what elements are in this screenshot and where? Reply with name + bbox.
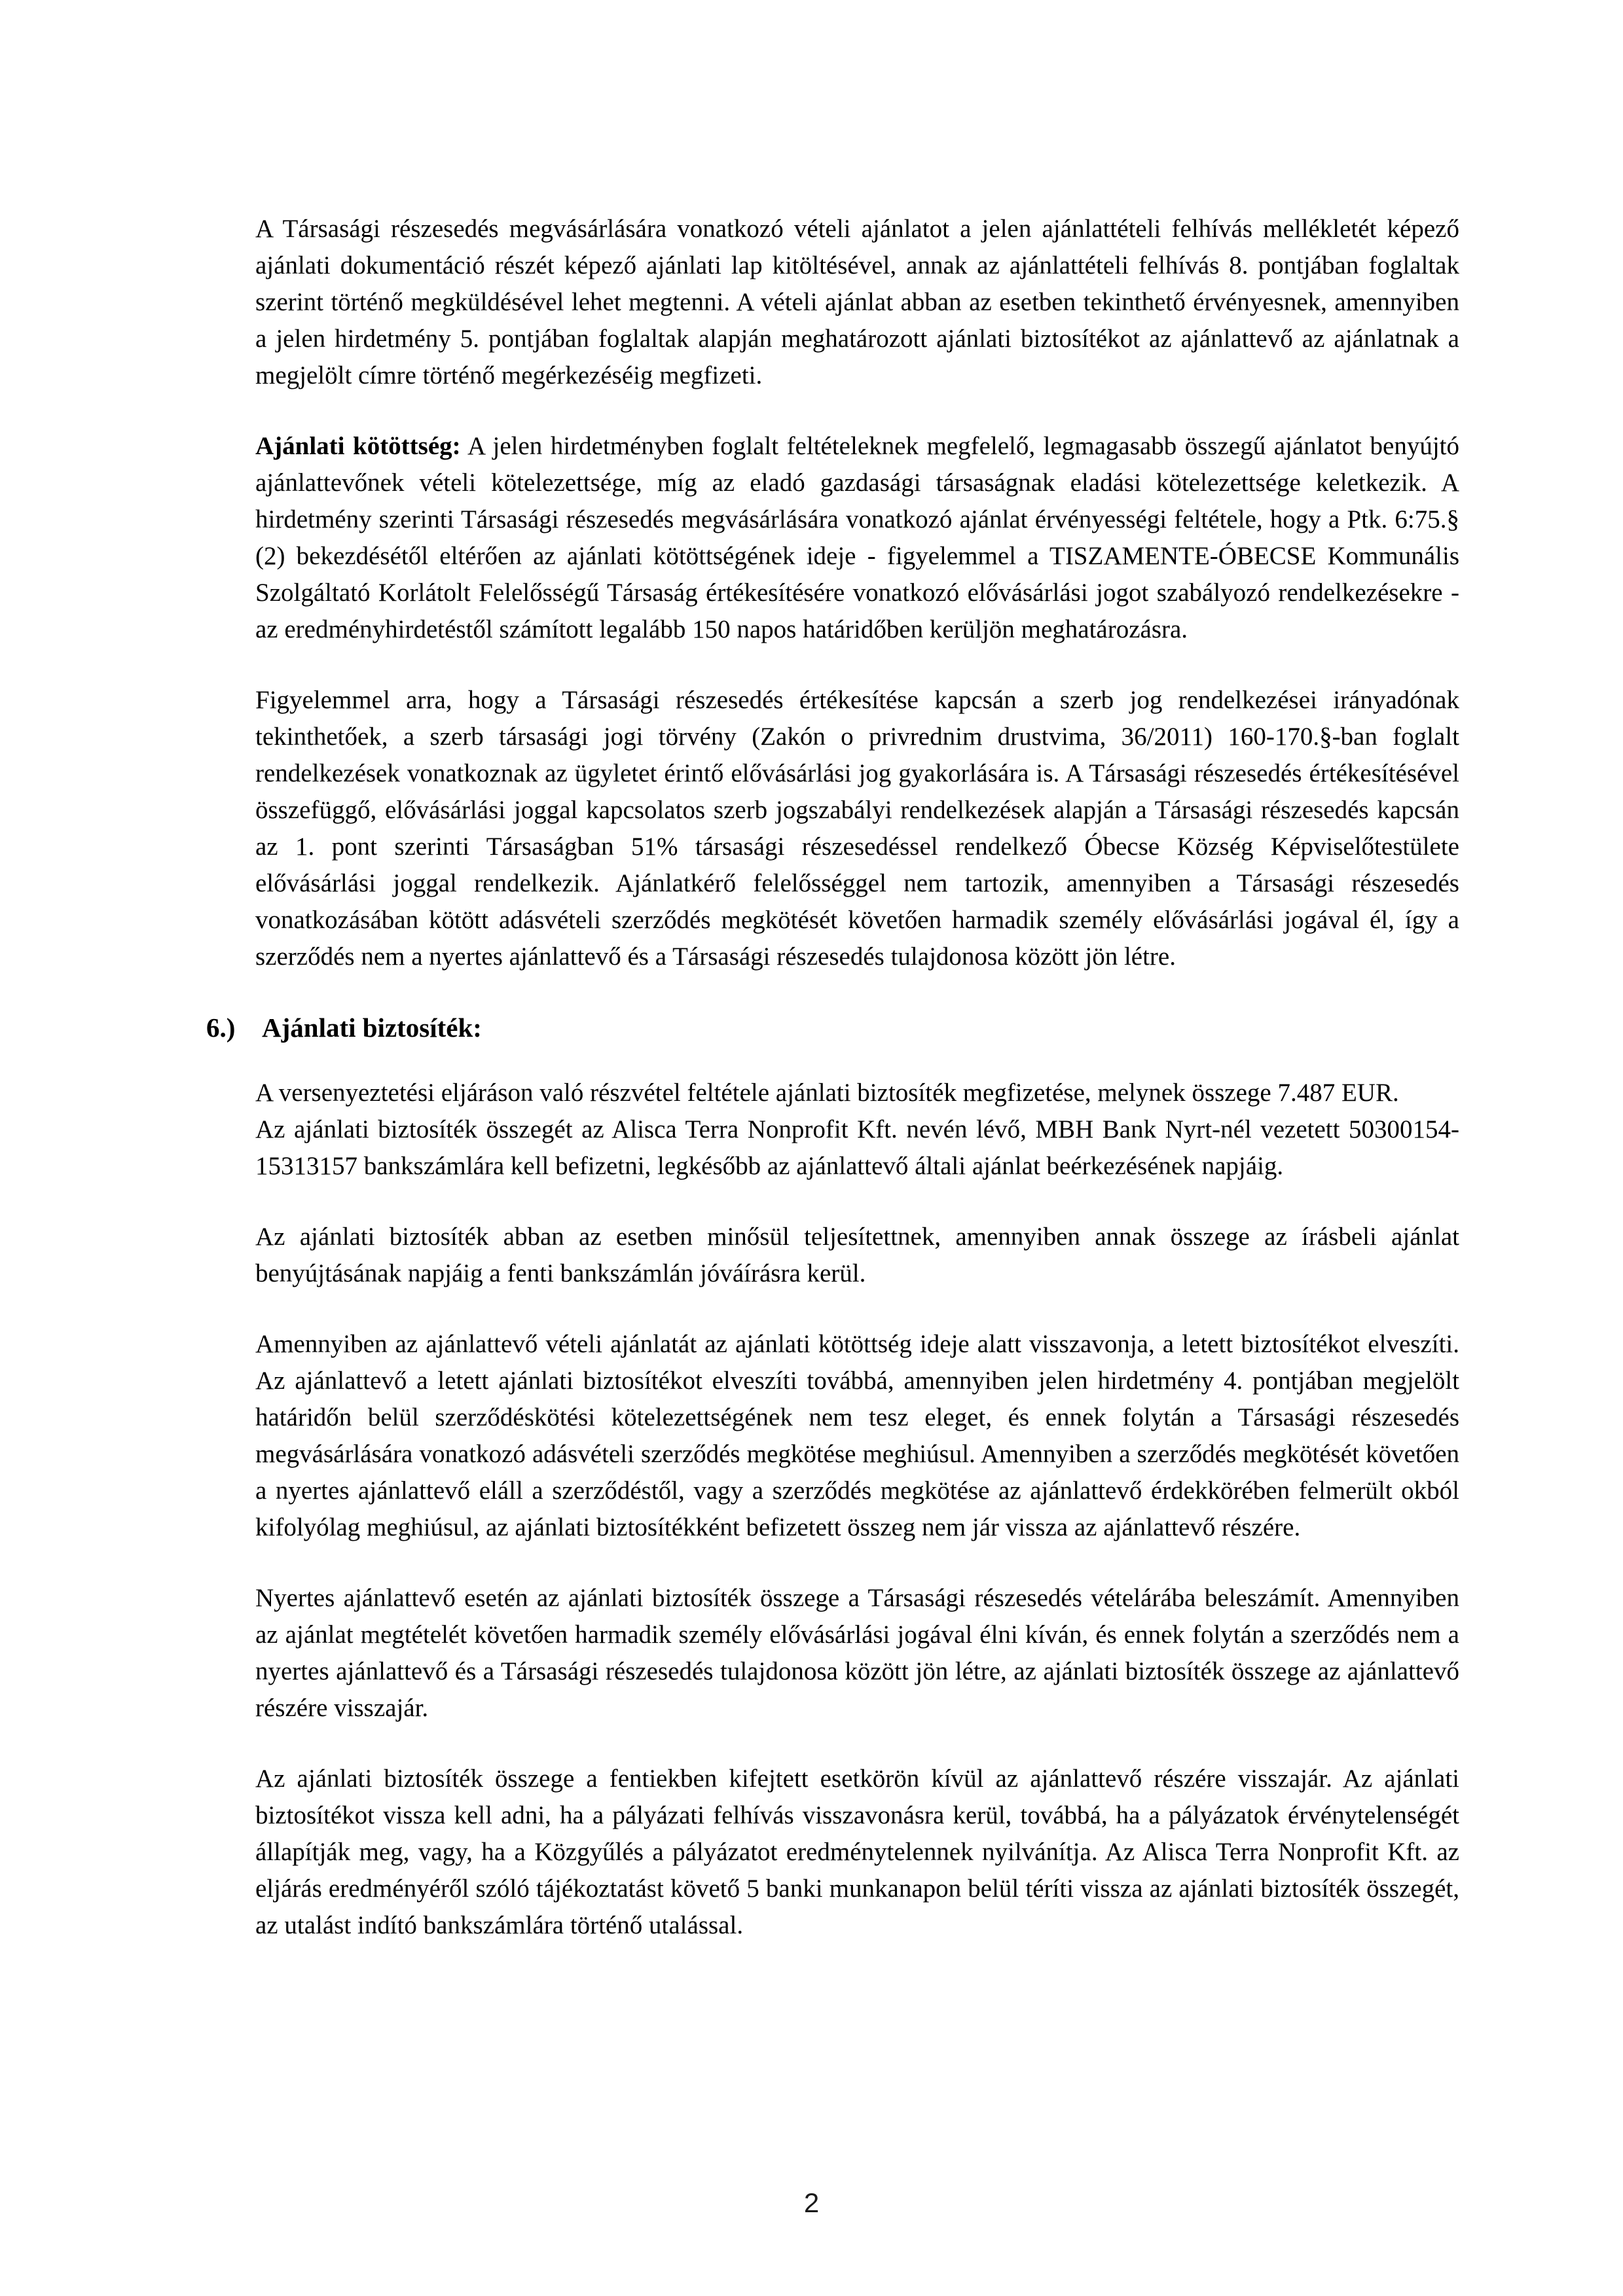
- paragraph-deposit-amount: A versenyeztetési eljáráson való részvétel feltétele ajánlati biztosíték megfizetése, melynek összege 7.487 EUR.: [255, 1079, 1399, 1107]
- paragraph-serbian-law: Figyelemmel arra, hogy a Társasági részesedés értékesítése kapcsán a szerb jog rendelkezései irányadónak tekinthetőek, a szerb társasági jogi törvény (Zakón o privrednim drustvima, 36/2011) 160-170.§-ban foglalt rendelkezések vonatkoznak az ügyletet érintő elővásárlási jog gyakorlására is. A Társasági részesedés értékesítésével összefüggő, elővásárlási joggal kapcsolatos szerb jogszabályi rendelkezések alapján a Társasági részesedés kapcsán az 1. pont szerinti Társaságban 51% társasági részesedéssel rendelkező Óbecse Község Képviselőtestülete elővásárlási joggal rendelkezik. Ajánlatkérő felelősséggel nem tartozik, amennyiben a Társasági részesedés vonatkozásában kötött adásvételi szerződés megkötését követően harmadik személy elővásárlási jogával él, így a szerződés nem a nyertes ajánlattevő és a Társasági részesedés tulajdonosa között jön létre.: [255, 686, 1459, 971]
- section-6-number: 6.): [206, 1013, 236, 1043]
- document-body: [206, 211, 1459, 1978]
- paragraph-deposit-bank-account: Az ajánlati biztosíték összegét az Alisca Terra Nonprofit Kft. nevén lévő, MBH Bank Nyrt-nél vezetett 50300154-15313157 bankszámlára kell befizetni, legkésőbb az ajánlattevő általi ajánlat beérkezésének napjáig.: [255, 1115, 1459, 1180]
- paragraph-offer-binding: [255, 428, 1459, 648]
- page-number: 2: [803, 2187, 820, 2218]
- section-6-title: Ajánlati biztosíték:: [262, 1013, 482, 1043]
- paragraph-deposit-winner: Nyertes ajánlattevő esetén az ajánlati biztosíték összege a Társasági részesedés vételárába beleszámít. Amennyiben az ajánlat megtételét követően harmadik személy elővásárlási jogával élni kíván, és ennek folytán a szerződés nem a nyertes ajánlattevő és a Társasági részesedés tulajdonosa között jön létre, az ajánlati biztosíték összege az ajánlattevő részére visszajár.: [255, 1584, 1459, 1722]
- offer-binding-text: A jelen hirdetményben foglalt feltételeknek megfelelő, legmagasabb összegű ajánlatot benyújtó ajánlattevőnek vételi kötelezettsége, míg az eladó gazdasági társaságnak eladási kötelezettsége keletkezik. A hirdetmény szerinti Társasági részesedés megvásárlására vonatkozó ajánlat érvényességi feltétele, hogy a Ptk. 6:75.§ (2) bekezdésétől eltérően az ajánlati kötöttségének ideje - figyelemmel a TISZAMENTE-ÓBECSE Kommunális Szolgáltató Korlátolt Felelősségű Társaság értékesítésére vonatkozó elővásárlási jogot szabályozó rendelkezésekre - az eredményhirdetéstől számított legalább 150 napos határidőben kerüljön meghatározásra.: [255, 432, 1459, 643]
- section-6-heading: [206, 1009, 1459, 1046]
- paragraph-deposit-forfeit: Amennyiben az ajánlattevő vételi ajánlatát az ajánlati kötöttség ideje alatt visszavonja, a letett biztosítékot elveszíti. Az ajánlattevő a letett ajánlati biztosítékot elveszíti továbbá, amennyiben jelen hirdetmény 4. pontjában megjelölt határidőn belül szerződéskötési kötelezettségének nem tesz eleget, és ennek folytán a Társasági részesedés megvásárlására vonatkozó adásvételi szerződés megkötése meghiúsul. Amennyiben a szerződés megkötését követően a nyertes ajánlattevő eláll a szerződéstől, vagy a szerződés megkötése az ajánlattevő érdekkörében felmerült okból kifolyólag meghiúsul, az ajánlati biztosítékként befizetett összeg nem jár vissza az ajánlattevő részére.: [255, 1330, 1459, 1541]
- offer-binding-lead-label: Ajánlati kötöttség:: [255, 432, 461, 460]
- paragraph-offer-submission: A Társasági részesedés megvásárlására vonatkozó vételi ajánlatot a jelen ajánlattételi felhívás mellékletét képező ajánlati dokumentáció részét képező ajánlati lap kitöltésével, annak az ajánlattételi felhívás 8. pontjában foglaltak szerint történő megküldésével lehet megtenni. A vételi ajánlat abban az esetben tekinthető érvényesnek, amennyiben a jelen hirdetmény 5. pontjában foglaltak alapján meghatározott ajánlati biztosítékot az ajánlattevő az ajánlatnak a megjelölt címre történő megérkezéséig megfizeti.: [255, 215, 1459, 389]
- paragraph-deposit-refund: Az ajánlati biztosíték összege a fentiekben kifejtett esetkörön kívül az ajánlattevő részére visszajár. Az ajánlati biztosítékot vissza kell adni, ha a pályázati felhívás visszavonásra kerül, továbbá, ha a pályázatok érvénytelenségét állapítják meg, vagy, ha a Közgyűlés a pályázatot eredménytelennek nyilvánítja. Az Alisca Terra Nonprofit Kft. az eljárás eredményéről szóló tájékoztatást követő 5 banki munkanapon belül téríti vissza az ajánlati biztosíték összegét, az utalást indító bankszámlára történő utalással.: [255, 1765, 1459, 1939]
- paragraph-deposit-fulfilment: Az ajánlati biztosíték abban az esetben minősül teljesítettnek, amennyiben annak összege az írásbeli ajánlat benyújtásának napjáig a fenti bankszámlán jóváírásra kerül.: [255, 1223, 1459, 1287]
